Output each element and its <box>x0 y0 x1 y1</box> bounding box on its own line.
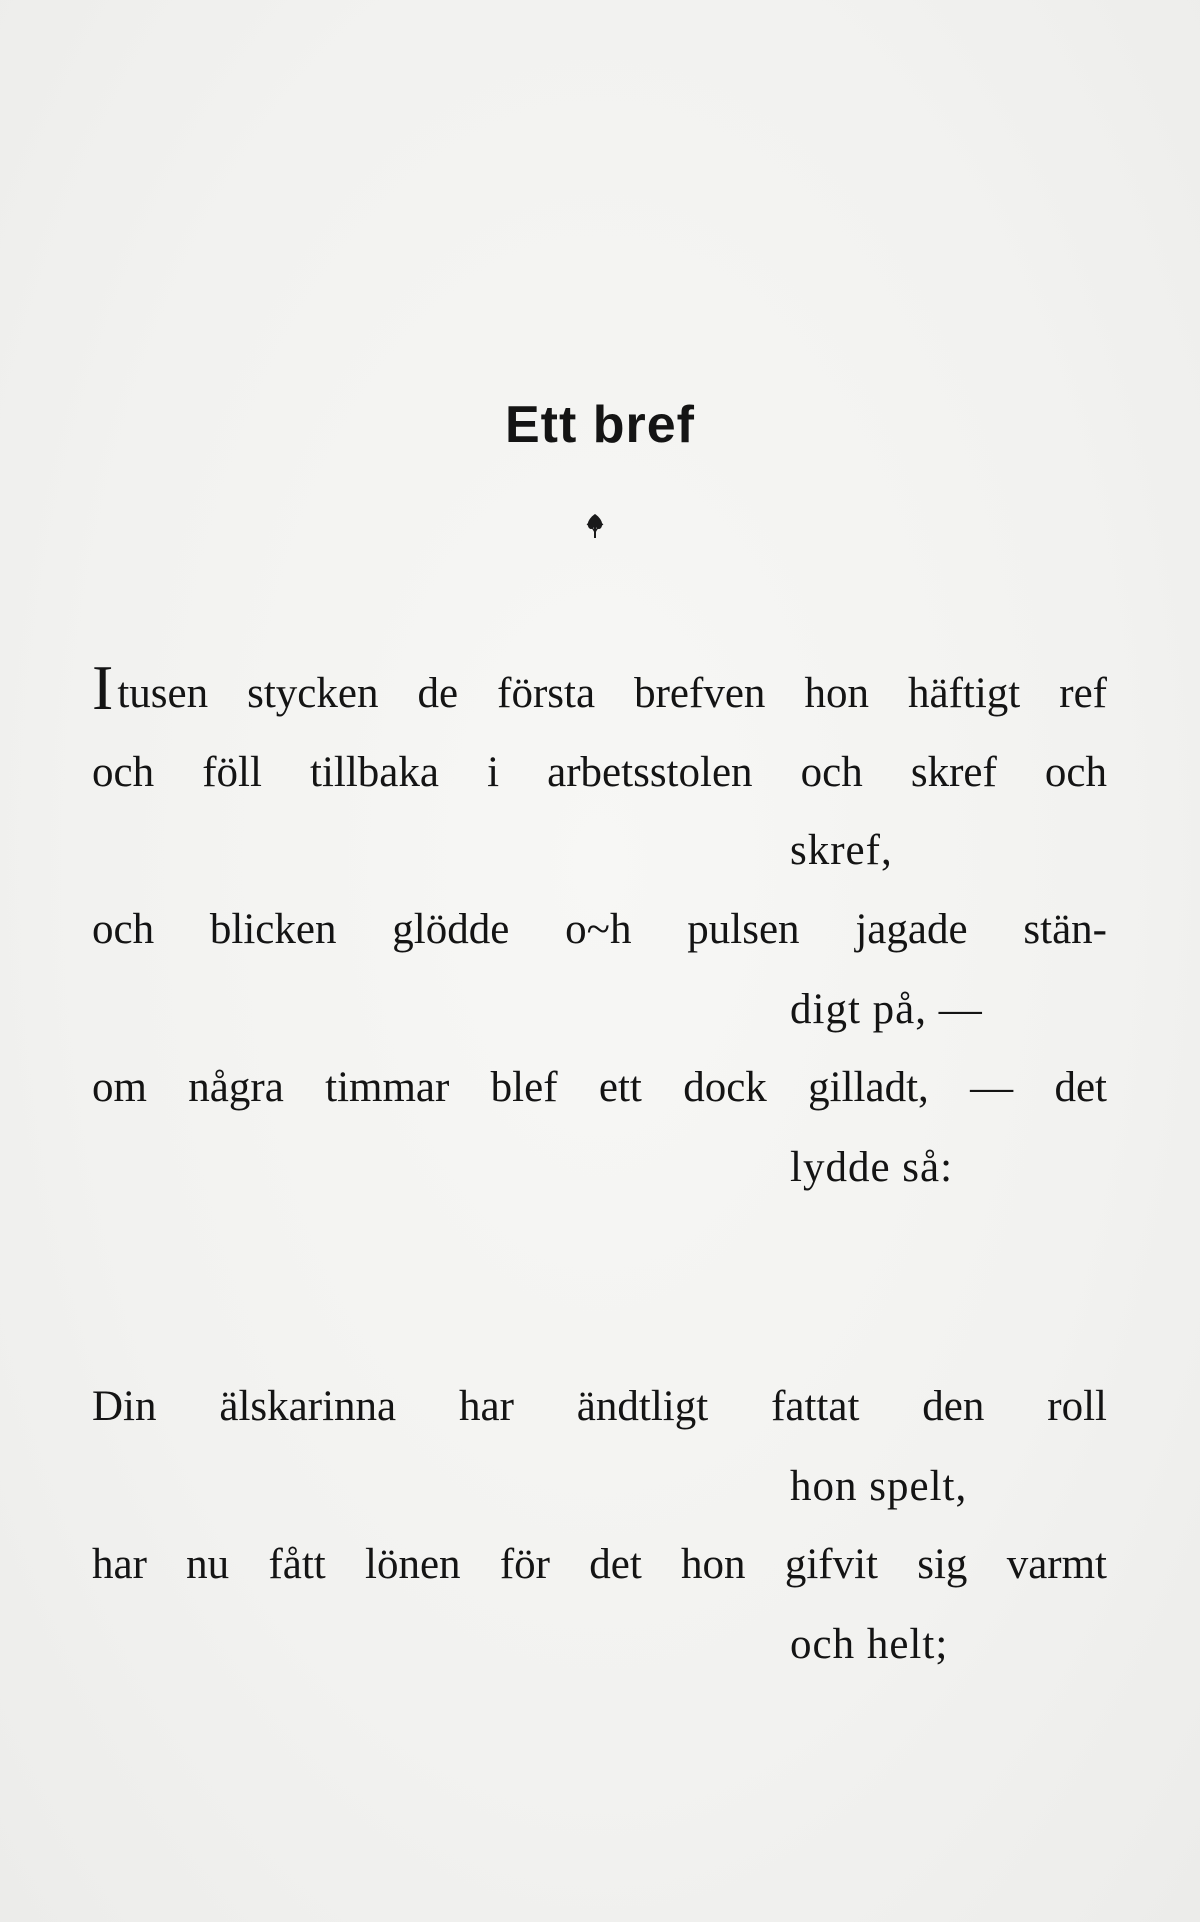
drop-cap: I <box>92 652 114 723</box>
stanza2-line1: Din älskarinna har ändtligt fattat den roll <box>92 1383 1107 1430</box>
stanza1-line2-continuation: skref, <box>790 827 893 874</box>
stanza1-line3-continuation: digt på, — <box>790 986 983 1033</box>
poem-title: Ett bref <box>505 396 695 454</box>
fleuron-icon <box>583 510 607 540</box>
stanza2-line1-continuation: hon spelt, <box>790 1463 968 1510</box>
stanza2-line2-continuation: och helt; <box>790 1621 949 1668</box>
stanza1-line1 <box>92 652 1107 723</box>
stanza1-line4: om några timmar blef ett dock gilladt, — det <box>92 1064 1107 1111</box>
stanza1-line4-continuation: lydde så: <box>790 1144 954 1191</box>
stanza1-line1-text: tusen stycken de första brefven hon häftigt ref <box>117 670 1107 717</box>
stanza1-line2: och föll tillbaka i arbetsstolen och skref och <box>92 749 1107 796</box>
stanza1-line3: och blicken glödde o~h pulsen jagade stän- <box>92 906 1107 953</box>
stanza2-line2: har nu fått lönen för det hon gifvit sig varmt <box>92 1541 1107 1588</box>
